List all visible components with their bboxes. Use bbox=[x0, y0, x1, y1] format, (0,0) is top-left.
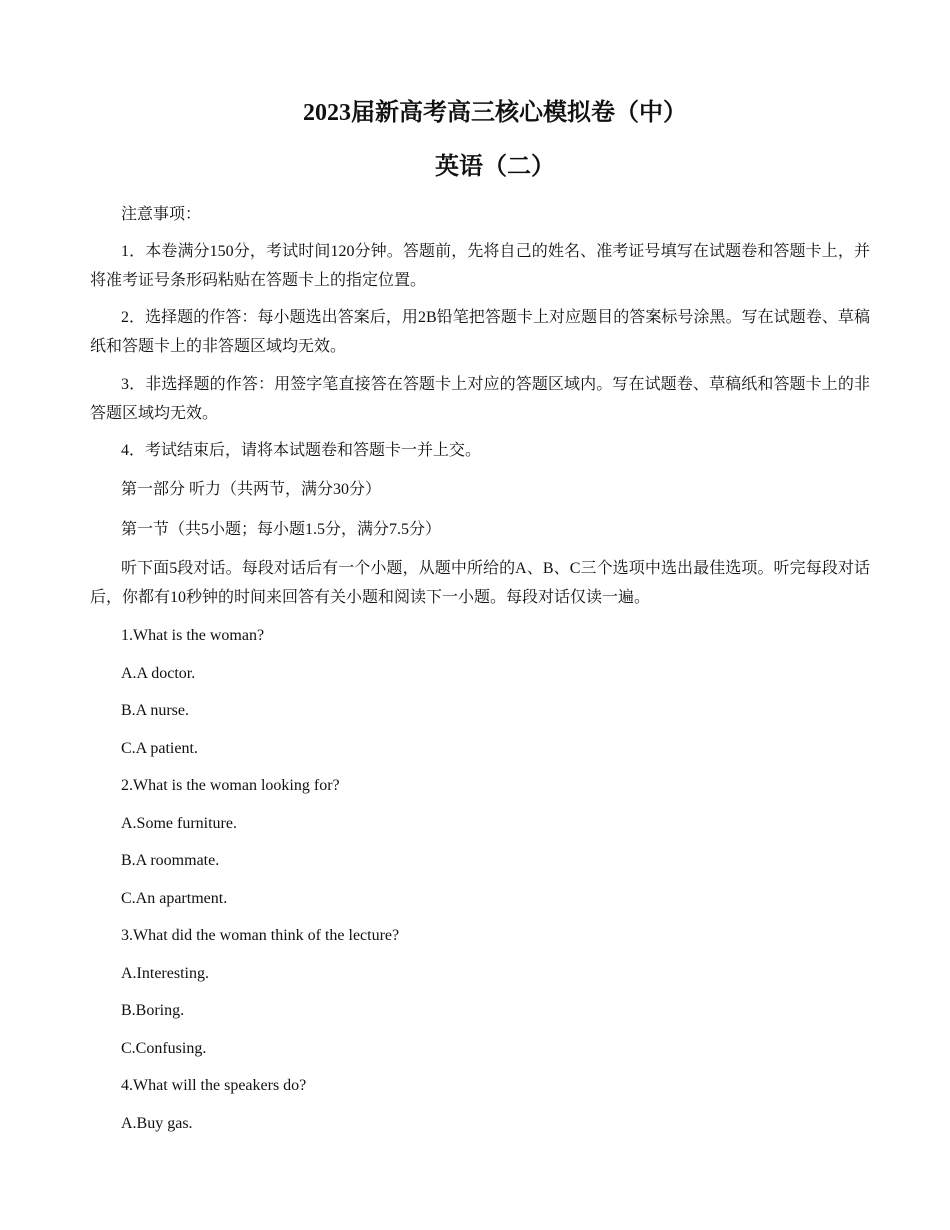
question-2: 2.What is the woman looking for? bbox=[121, 777, 340, 794]
notice-item-1: 1．本卷满分150分，考试时间120分钟。答题前，先将自己的姓名、准考证号填写在试题卷和答题卡上，并将准考证号条形码粘贴在答题卡上的指定位置。 bbox=[90, 243, 870, 289]
section-part-heading: 第一部分 听力（共两节，满分30分） bbox=[121, 481, 382, 498]
notice-item-4: 4．考试结束后，请将本试题卷和答题卡一并上交。 bbox=[121, 442, 482, 459]
question-4-option-a: A.Buy gas. bbox=[121, 1115, 193, 1132]
exam-title: 2023届新高考高三核心模拟卷（中） bbox=[303, 100, 687, 126]
notice-item-2: 2．选择题的作答：每小题选出答案后，用2B铅笔把答题卡上对应题目的答案标号涂黑。写在试题卷、草稿纸和答题卡上的非答题区域均无效。 bbox=[90, 309, 870, 355]
subsection-heading: 第一节（共5小题；每小题1.5分，满分7.5分） bbox=[121, 521, 442, 538]
question-2-option-c: C.An apartment. bbox=[121, 890, 228, 907]
question-1-option-c: C.A patient. bbox=[121, 740, 198, 757]
question-3-option-a: A.Interesting. bbox=[121, 965, 209, 982]
question-1-option-b: B.A nurse. bbox=[121, 702, 189, 719]
question-2-option-a: A.Some furniture. bbox=[121, 815, 237, 832]
exam-subtitle: 英语（二） bbox=[435, 154, 555, 180]
question-1: 1.What is the woman? bbox=[121, 627, 265, 644]
question-3: 3.What did the woman think of the lecture? bbox=[121, 927, 400, 944]
question-3-option-c: C.Confusing. bbox=[121, 1040, 207, 1057]
question-2-option-b: B.A roommate. bbox=[121, 852, 220, 869]
notice-heading: 注意事项： bbox=[121, 206, 202, 223]
question-3-option-b: B.Boring. bbox=[121, 1002, 185, 1019]
notice-item-3: 3．非选择题的作答：用签字笔直接答在答题卡上对应的答题区域内。写在试题卷、草稿纸和答题卡上的非答题区域均无效。 bbox=[90, 376, 870, 422]
listening-instructions: 听下面5段对话。每段对话后有一个小题，从题中所给的A、B、C三个选项中选出最佳选项。听完每段对话后，你都有10秒钟的时间来回答有关小题和阅读下一小题。每段对话仅读一遍。 bbox=[90, 560, 870, 606]
question-1-option-a: A.A doctor. bbox=[121, 665, 196, 682]
question-4: 4.What will the speakers do? bbox=[121, 1077, 307, 1094]
